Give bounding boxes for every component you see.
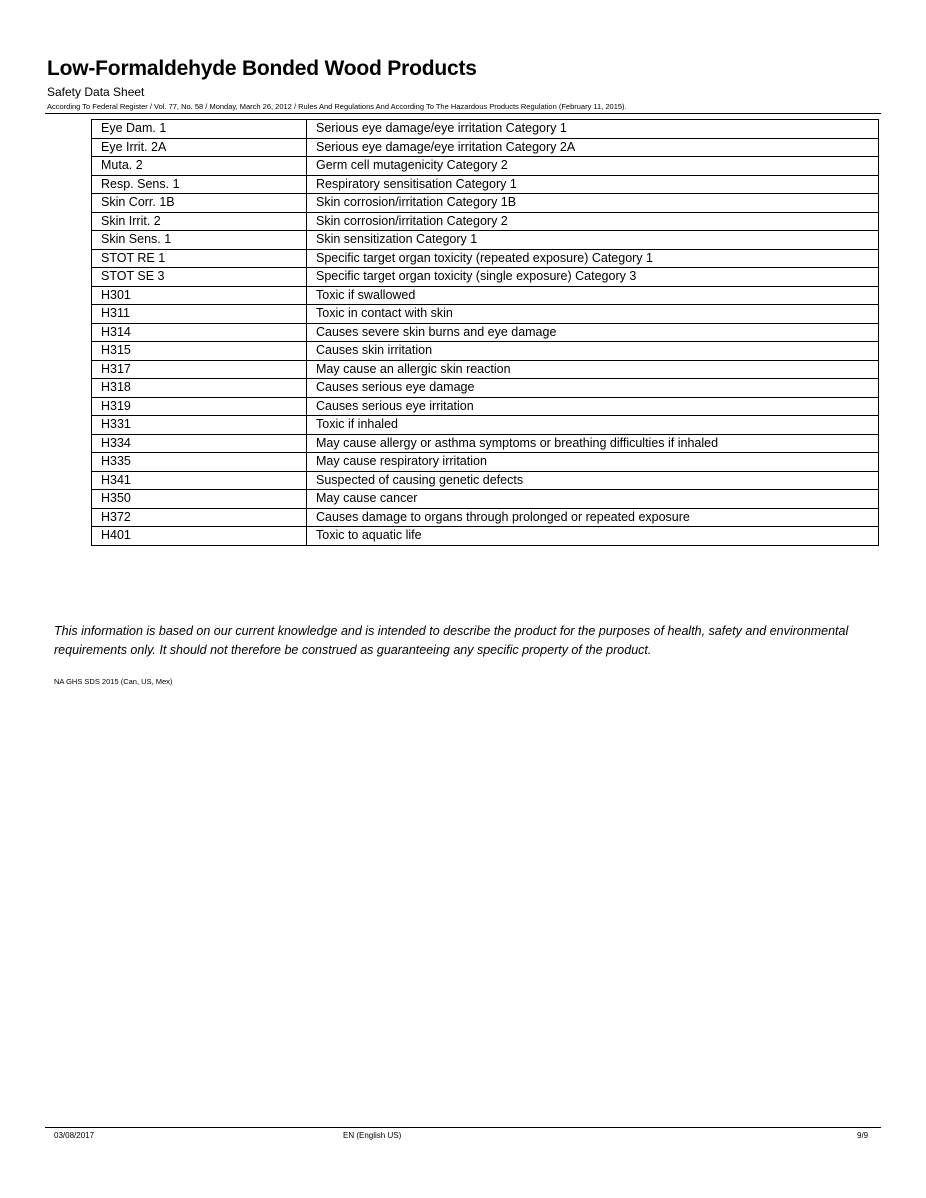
hazard-code-cell: H331 (92, 416, 307, 435)
hazard-code-cell: Eye Dam. 1 (92, 120, 307, 139)
table-row (92, 490, 879, 509)
hazard-code-cell: H314 (92, 323, 307, 342)
header-divider (45, 113, 881, 114)
hazard-description-cell: Respiratory sensitisation Category 1 (307, 175, 879, 194)
hazard-description-cell: Causes serious eye irritation (307, 397, 879, 416)
document-title: Low-Formaldehyde Bonded Wood Products (47, 57, 477, 80)
table-row (92, 508, 879, 527)
table-row (92, 323, 879, 342)
disclaimer-text: This information is based on our current knowledge and is intended to describe the product for the purposes of health, safety and environmental requirements only. It should not therefore be construed as guaranteeing any specific property of the product. (54, 624, 849, 657)
table-row (92, 120, 879, 139)
hazard-code-cell: H318 (92, 379, 307, 398)
table-row (92, 379, 879, 398)
table-row (92, 249, 879, 268)
table-row (92, 194, 879, 213)
hazard-description-cell: Toxic to aquatic life (307, 527, 879, 546)
hazard-code-cell: H311 (92, 305, 307, 324)
hazard-code-cell: H334 (92, 434, 307, 453)
table-row (92, 286, 879, 305)
table-row (92, 231, 879, 250)
hazard-description-cell: May cause respiratory irritation (307, 453, 879, 472)
hazard-description-cell: Skin sensitization Category 1 (307, 231, 879, 250)
footer-page-number: 9/9 (857, 1131, 869, 1140)
hazard-description-cell: Skin corrosion/irritation Category 2 (307, 212, 879, 231)
hazard-description-cell: Causes serious eye damage (307, 379, 879, 398)
document-subtitle: Safety Data Sheet (47, 85, 145, 99)
hazard-description-cell: Toxic in contact with skin (307, 305, 879, 324)
hazard-description-cell: May cause an allergic skin reaction (307, 360, 879, 379)
hazard-codes-body (92, 120, 879, 546)
hazard-description-cell: Causes damage to organs through prolonged or repeated exposure (307, 508, 879, 527)
hazard-code-cell: H319 (92, 397, 307, 416)
table-row (92, 175, 879, 194)
regulation-line: According To Federal Register / Vol. 77, No. 58 / Monday, March 26, 2012 / Rules And Regulations And According To The Hazardous Products Regulation (February 11, 2015). (47, 102, 627, 111)
table-row (92, 268, 879, 287)
hazard-code-cell: Skin Corr. 1B (92, 194, 307, 213)
hazard-code-cell: STOT RE 1 (92, 249, 307, 268)
hazard-description-cell: Skin corrosion/irritation Category 1B (307, 194, 879, 213)
footer-divider (45, 1127, 881, 1128)
hazard-code-cell: Resp. Sens. 1 (92, 175, 307, 194)
hazard-code-cell: Eye Irrit. 2A (92, 138, 307, 157)
hazard-description-cell: May cause allergy or asthma symptoms or breathing difficulties if inhaled (307, 434, 879, 453)
footer-language: EN (English US) (343, 1131, 402, 1140)
hazard-code-cell: Skin Irrit. 2 (92, 212, 307, 231)
table-row (92, 527, 879, 546)
hazard-description-cell: Germ cell mutagenicity Category 2 (307, 157, 879, 176)
table-row (92, 157, 879, 176)
hazard-description-cell: Suspected of causing genetic defects (307, 471, 879, 490)
table-row (92, 212, 879, 231)
hazard-code-cell: H315 (92, 342, 307, 361)
table-row (92, 453, 879, 472)
hazard-codes-table (91, 119, 879, 546)
hazard-code-cell: H372 (92, 508, 307, 527)
hazard-code-cell: H301 (92, 286, 307, 305)
hazard-code-cell: H341 (92, 471, 307, 490)
hazard-code-cell: Muta. 2 (92, 157, 307, 176)
hazard-description-cell: Specific target organ toxicity (single exposure) Category 3 (307, 268, 879, 287)
table-row (92, 360, 879, 379)
footer-date: 03/08/2017 (54, 1131, 95, 1140)
hazard-code-cell: H317 (92, 360, 307, 379)
table-row (92, 342, 879, 361)
hazard-description-cell: Toxic if inhaled (307, 416, 879, 435)
hazard-description-cell: Toxic if swallowed (307, 286, 879, 305)
hazard-description-cell: Serious eye damage/eye irritation Category 2A (307, 138, 879, 157)
hazard-code-cell: STOT SE 3 (92, 268, 307, 287)
sds-version: NA GHS SDS 2015 (Can, US, Mex) (54, 677, 173, 686)
hazard-description-cell: May cause cancer (307, 490, 879, 509)
table-row (92, 471, 879, 490)
table-row (92, 138, 879, 157)
table-row (92, 305, 879, 324)
table-row (92, 416, 879, 435)
hazard-code-cell: H335 (92, 453, 307, 472)
hazard-description-cell: Serious eye damage/eye irritation Category 1 (307, 120, 879, 139)
table-row (92, 397, 879, 416)
hazard-code-cell: H401 (92, 527, 307, 546)
table-row (92, 434, 879, 453)
hazard-code-cell: H350 (92, 490, 307, 509)
hazard-description-cell: Causes severe skin burns and eye damage (307, 323, 879, 342)
hazard-description-cell: Specific target organ toxicity (repeated exposure) Category 1 (307, 249, 879, 268)
hazard-code-cell: Skin Sens. 1 (92, 231, 307, 250)
hazard-description-cell: Causes skin irritation (307, 342, 879, 361)
